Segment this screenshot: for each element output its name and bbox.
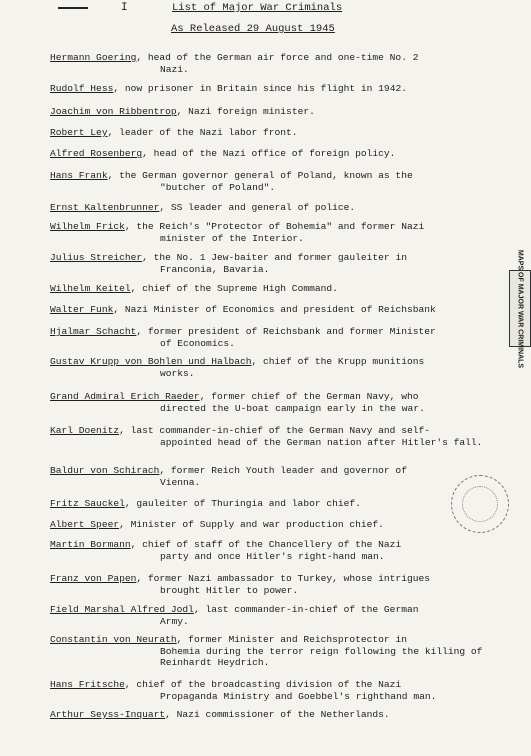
entry-item (50, 539, 520, 562)
entry-item (50, 519, 520, 531)
side-stamp (509, 249, 531, 368)
entry-continuation: "butcher of Poland". (160, 181, 276, 193)
entry-name: Wilhelm Frick (50, 221, 125, 232)
entry-description: , leader of the Nazi labor front. (107, 127, 298, 138)
entry-continuation: Franconia, Bavaria. (160, 263, 270, 275)
entry-item (50, 127, 520, 139)
entry-name: Hans Frank (50, 170, 108, 181)
entry-item (50, 709, 520, 721)
document-title: List of Major War Criminals (172, 2, 343, 14)
entry-item (50, 634, 520, 669)
entry-name: Alfred Rosenberg (50, 148, 143, 159)
entry-item (50, 425, 520, 448)
entry-description: , Nazi foreign minister. (176, 106, 315, 117)
entry-name: Julius Streicher (50, 252, 143, 263)
entry-name: Robert Ley (50, 127, 108, 138)
entry-description: , former Nazi ambassador to Turkey, whose intrigues (136, 573, 430, 584)
entry-item (50, 221, 520, 244)
entry-description: , Nazi Minister of Economics and president of Reichsbank (113, 304, 436, 315)
entry-description: , Minister of Supply and war production chief. (119, 519, 384, 530)
entry-name: Arthur Seyss-Inquart (50, 709, 166, 720)
entry-description: , head of the Nazi office of foreign policy. (142, 148, 396, 159)
entry-description: , former Minister and Reichsprotector in (176, 634, 407, 645)
entry-continuation: minister of the Interior. (160, 232, 304, 244)
entry-name: Hans Fritsche (50, 679, 125, 690)
entry-description: , chief of the Krupp munitions (251, 356, 425, 367)
entry-continuation: Bohemia during the terror reign following the killing of Reinhardt Heydrich. (160, 645, 483, 668)
entry-name: Rudolf Hess (50, 83, 114, 94)
entry-item (50, 106, 520, 118)
entry-name: Franz von Papen (50, 573, 137, 584)
entry-name: Wilhelm Keitel (50, 283, 131, 294)
entry-description: , gauleiter of Thuringia and labor chief. (124, 498, 361, 509)
entry-name: Gustav Krupp von Bohlen und Halbach (50, 356, 252, 367)
entry-name: Fritz Sauckel (50, 498, 125, 509)
entry-name: Karl Doenitz (50, 425, 120, 436)
page-mark: I (121, 2, 128, 14)
entry-description: , now prisoner in Britain since his flight in 1942. (113, 83, 407, 94)
entry-description: , the German governor general of Poland, known as the (107, 170, 413, 181)
entry-description: , chief of the Supreme High Command. (130, 283, 338, 294)
entry-item (50, 170, 520, 193)
entry-continuation: Nazi. (160, 63, 189, 75)
entry-description: , last commander-in-chief of the German (193, 604, 419, 615)
entry-name: Hermann Goering (50, 52, 137, 63)
entry-item (50, 604, 520, 627)
entry-description: , last commander-in-chief of the German Navy and self- (119, 425, 430, 436)
entry-description: , former Reich Youth leader and governor of (159, 465, 407, 476)
entry-name: Walter Funk (50, 304, 114, 315)
entry-description: , chief of the broadcasting division of the Nazi (124, 679, 402, 690)
entry-item (50, 304, 520, 316)
entry-item (50, 391, 520, 414)
entry-continuation: party and once Hitler's right-hand man. (160, 550, 385, 562)
entry-name: Field Marshal Alfred Jodl (50, 604, 194, 615)
entry-item (50, 52, 520, 75)
entry-item (50, 498, 520, 510)
entry-continuation: brought Hitler to power. (160, 584, 299, 596)
entry-name: Baldur von Schirach (50, 465, 160, 476)
entry-continuation: appointed head of the German nation after Hitler's fall. (160, 436, 483, 448)
seal-stamp-icon (451, 475, 509, 533)
entry-continuation: Vienna. (160, 476, 201, 488)
entry-item (50, 679, 520, 702)
entry-item (50, 148, 520, 160)
entry-continuation: works. (160, 367, 195, 379)
side-stamp-text: MAPS OF MAJOR WAR CRIMINALS (516, 249, 524, 368)
entry-item (50, 465, 520, 488)
document-subtitle: As Released 29 August 1945 (171, 23, 335, 35)
entry-continuation: directed the U-boat campaign early in the war. (160, 402, 425, 414)
entry-description: , the No. 1 Jew-baiter and former gauleiter in (142, 252, 407, 263)
entry-item (50, 283, 520, 295)
entry-item (50, 252, 520, 275)
entry-description: , head of the German air force and one-time No. 2 (136, 52, 419, 63)
entry-item (50, 573, 520, 596)
entry-description: , former chief of the German Navy, who (199, 391, 419, 402)
entry-description: , the Reich's "Protector of Bohemia" and former Nazi (124, 221, 425, 232)
entry-continuation: of Economics. (160, 337, 235, 349)
entry-name: Joachim von Ribbentrop (50, 106, 177, 117)
entry-item (50, 356, 520, 379)
entry-item (50, 202, 520, 214)
entry-description: , Nazi commissioner of the Netherlands. (165, 709, 390, 720)
entry-continuation: Propaganda Ministry and Goebbel's righthand man. (160, 690, 437, 702)
entry-item (50, 326, 520, 349)
entry-name: Constantin von Neurath (50, 634, 177, 645)
entry-name: Grand Admiral Erich Raeder (50, 391, 200, 402)
entry-name: Martin Bormann (50, 539, 131, 550)
entry-description: , former president of Reichsbank and former Minister (136, 326, 436, 337)
entry-item (50, 83, 520, 95)
top-rule (58, 7, 88, 9)
entry-continuation: Army. (160, 615, 189, 627)
entry-description: , chief of staff of the Chancellery of the Nazi (130, 539, 402, 550)
entry-description: , SS leader and general of police. (159, 202, 356, 213)
entry-name: Hjalmar Schacht (50, 326, 137, 337)
entry-name: Ernst Kaltenbrunner (50, 202, 160, 213)
entry-name: Albert Speer (50, 519, 120, 530)
